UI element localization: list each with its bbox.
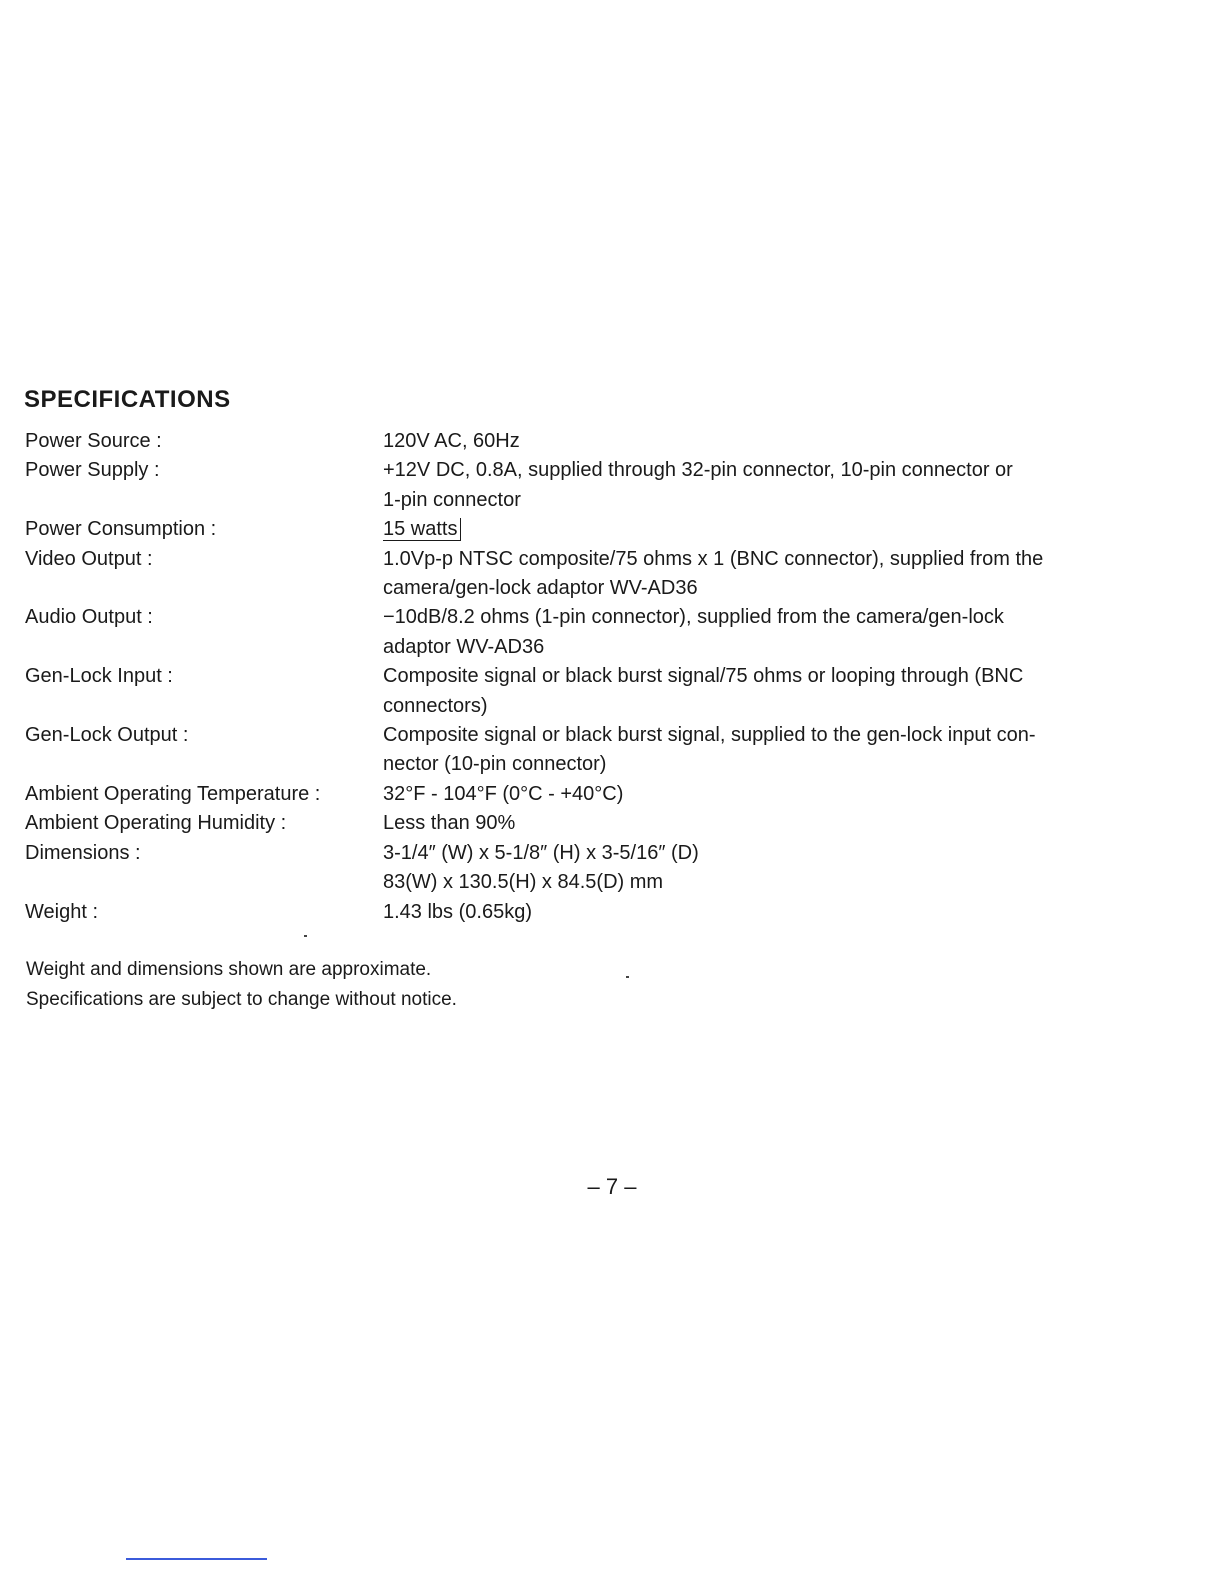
spec-row-power-source [25,427,1155,456]
spec-value-line: 15 watts [383,518,461,541]
spec-row-gen-lock-output [25,721,1155,780]
note-subject-to-change: Specifications are subject to change without notice. [26,989,457,1010]
spec-value [383,456,1155,515]
spec-value-line: nector (10-pin connector) [383,753,607,776]
spec-value [383,898,1155,927]
spec-row-audio-output [25,603,1155,662]
spec-value-line: 1.43 lbs (0.65kg) [383,900,532,923]
spec-label: Ambient Operating Humidity : [25,812,287,835]
spec-label: Gen-Lock Output : [25,724,189,747]
spec-value [383,427,1155,456]
spec-value-line: 3-1/4″ (W) x 5-1/8″ (H) x 3-5/16″ (D) [383,841,699,864]
spec-value [383,603,1155,662]
spec-value [383,839,1155,898]
spec-row-power-supply [25,456,1155,515]
spec-row-operating-humidity [25,809,1155,838]
spec-label: Power Consumption : [25,518,217,541]
spec-value-line: adaptor WV-AD36 [383,635,545,658]
spec-value-line: camera/gen-lock adaptor WV-AD36 [383,577,698,600]
spec-value [383,545,1155,604]
spec-value-line: Less than 90% [383,812,516,835]
footer-rule [126,1558,267,1560]
spec-value-line: Composite signal or black burst signal, supplied to the gen-lock input con- [383,724,1036,747]
spec-value [383,809,1155,838]
spec-value [383,721,1155,780]
specifications-heading: SPECIFICATIONS [24,386,231,413]
spec-row-gen-lock-input [25,662,1155,721]
spec-label: Weight : [25,900,98,923]
spec-value-line: 1-pin connector [383,488,521,511]
spec-label: Audio Output : [25,606,153,629]
spec-label: Dimensions : [25,841,141,864]
spec-value-line: 32°F - 104°F (0°C - +40°C) [383,782,624,805]
spec-value-line: connectors) [383,694,488,717]
spec-value-line: Composite signal or black burst signal/75 ohms or looping through (BNC [383,665,1024,688]
spec-row-video-output [25,545,1155,604]
spec-value-line: −10dB/8.2 ohms (1-pin connector), supplied from the camera/gen-lock [383,606,1004,629]
specifications-table [25,427,1155,927]
spec-label: Power Source : [25,430,162,452]
spec-value [383,780,1155,809]
spec-value [383,515,1155,544]
spec-value [383,662,1155,721]
spec-row-dimensions [25,839,1155,898]
scan-speck [304,935,307,937]
spec-row-weight [25,898,1155,927]
spec-label: Power Supply : [25,459,160,482]
spec-value-line: 120V AC, 60Hz [383,430,520,452]
spec-label: Video Output : [25,547,153,570]
spec-value-line: 83(W) x 130.5(H) x 84.5(D) mm [383,871,664,894]
note-approximate: Weight and dimensions shown are approximate. [26,959,432,980]
spec-value-line: +12V DC, 0.8A, supplied through 32-pin connector, 10-pin connector or [383,459,1013,482]
spec-value-line: 1.0Vp-p NTSC composite/75 ohms x 1 (BNC connector), supplied from the [383,547,1044,570]
spec-label: Gen-Lock Input : [25,665,173,688]
scan-speck [626,976,629,978]
spec-row-operating-temperature [25,780,1155,809]
spec-label: Ambient Operating Temperature : [25,782,321,805]
notes [26,955,457,1015]
page-number: – 7 – [587,1174,637,1199]
spec-row-power-consumption [25,515,1155,544]
